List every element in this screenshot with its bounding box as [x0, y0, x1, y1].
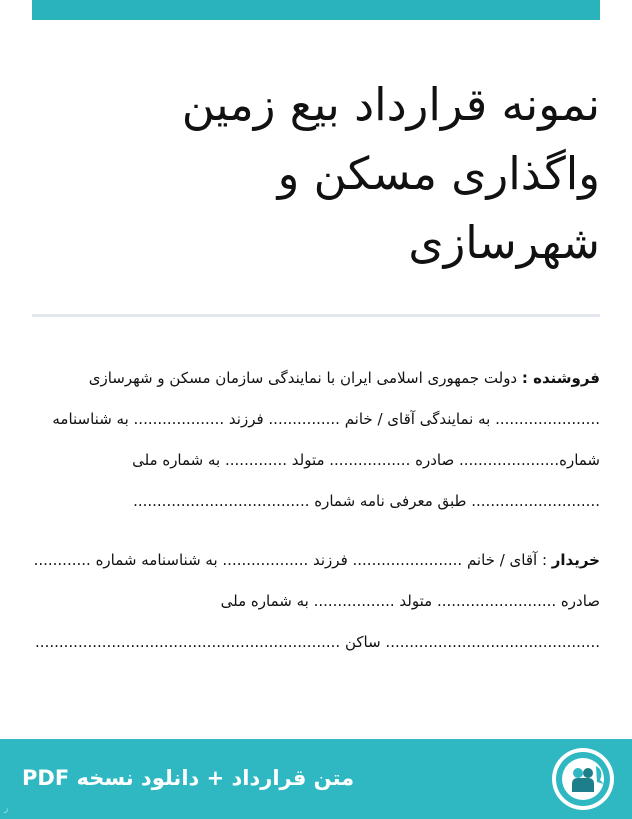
buyer-text: : آقای / خانم ....................... فرزند .................. به شناسنامه شماره ............ صادره ......................... متولد ................. به شماره ملی ............................................. ساکن ................................................................	[33, 551, 600, 651]
page-title	[32, 70, 600, 277]
download-banner[interactable]	[0, 739, 632, 819]
contract-body	[32, 358, 600, 663]
buyer-paragraph	[32, 540, 600, 663]
seller-label: فروشنده :	[521, 369, 600, 387]
title-line: شهرسازی	[408, 216, 600, 269]
title-line: نمونه قرارداد بیع زمین	[181, 78, 600, 131]
top-accent-bar	[32, 0, 600, 20]
corner-mark: ر	[4, 804, 9, 814]
buyer-label: خریدار	[551, 551, 600, 569]
users-chat-icon	[552, 748, 614, 810]
title-line: واگذاری مسکن و	[277, 147, 600, 200]
seller-paragraph	[32, 358, 600, 522]
title-divider	[32, 314, 600, 317]
seller-text: دولت جمهوری اسلامی ایران با نمایندگی سازمان مسکن و شهرسازی ...................... به نمایندگی آقای / خانم ............... فرزند ................... به شناسنامه شماره..................... صادره ................. متولد ............. به شماره ملی ........................... طبق معرفی نامه شماره .....................................	[52, 369, 600, 510]
download-banner-text[interactable]: متن قرارداد + دانلود نسخه PDF	[22, 766, 355, 790]
